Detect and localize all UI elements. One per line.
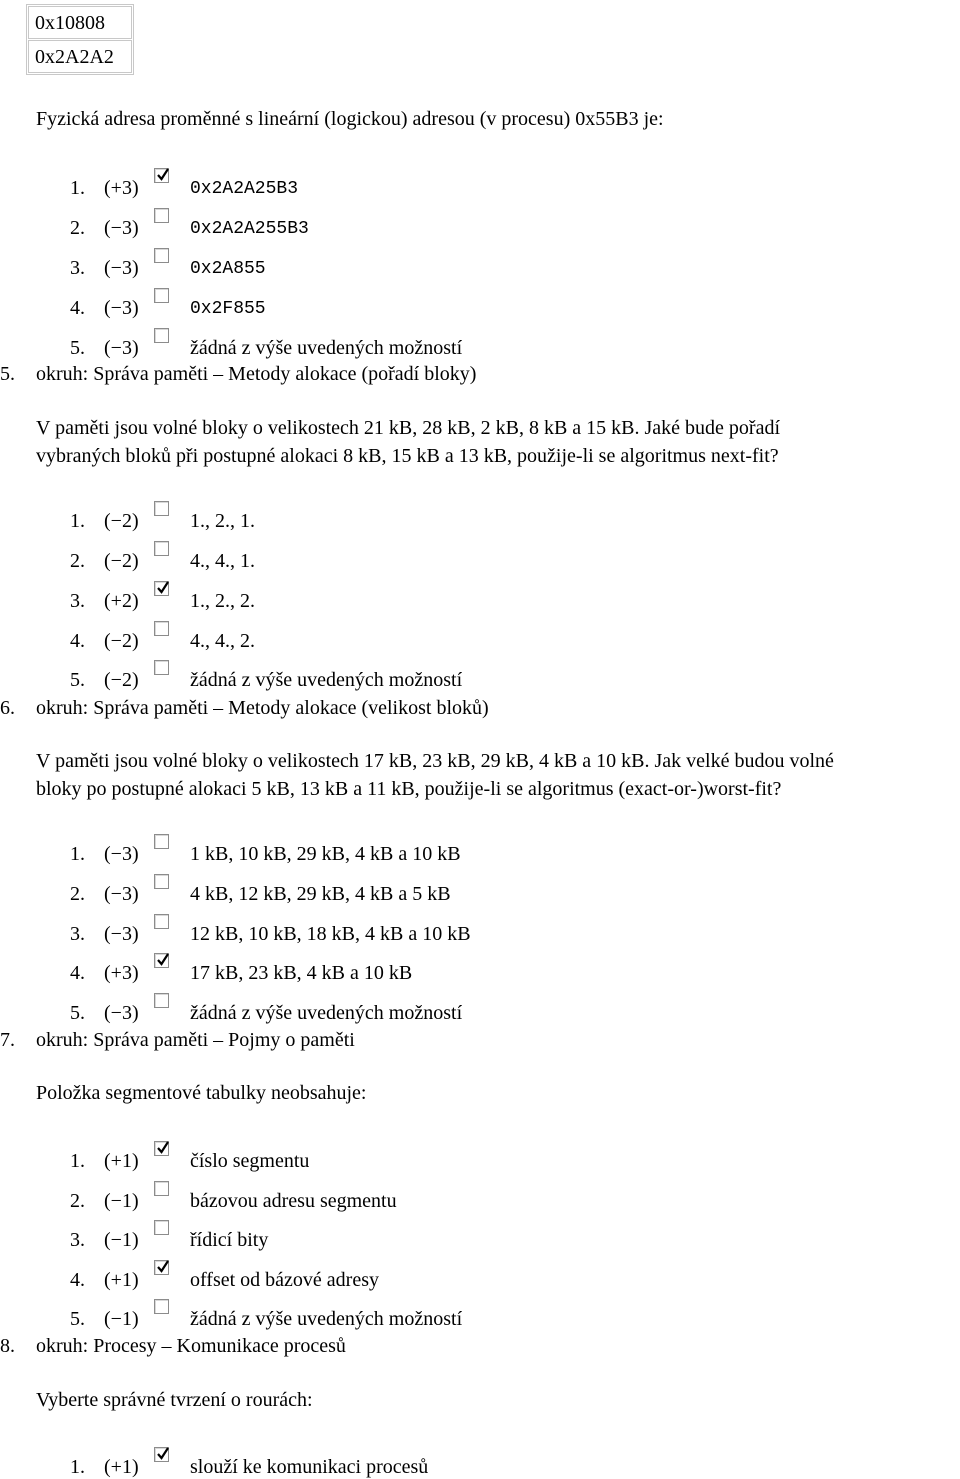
answer-text: slouží ke komunikaci procesů xyxy=(190,1456,429,1478)
q8-number: 8. xyxy=(0,1335,15,1357)
answer-score: (−3) xyxy=(104,257,139,279)
checkbox[interactable] xyxy=(154,541,169,556)
checkbox[interactable] xyxy=(154,993,169,1008)
answer-text: řídicí bity xyxy=(190,1229,269,1251)
q6-number: 6. xyxy=(0,697,15,719)
checkbox[interactable] xyxy=(154,1181,169,1196)
q6-topic: okruh: Správa paměti – Metody alokace (velikost bloků) xyxy=(36,697,489,719)
checkbox-checked[interactable] xyxy=(154,1447,169,1462)
checkbox[interactable] xyxy=(154,834,169,849)
q5-topic: okruh: Správa paměti – Metody alokace (pořadí bloky) xyxy=(36,363,477,385)
answer-text: bázovou adresu segmentu xyxy=(190,1190,397,1212)
answer-text: 0x2A855 xyxy=(190,259,266,279)
answer-number: 3. xyxy=(70,590,85,612)
q5-number: 5. xyxy=(0,363,15,385)
q7-number: 7. xyxy=(0,1029,15,1051)
address-table-row-2: 0x2A2A2 xyxy=(28,40,132,73)
answer-number: 3. xyxy=(70,923,85,945)
checkbox[interactable] xyxy=(154,288,169,303)
checkbox[interactable] xyxy=(154,874,169,889)
answer-number: 2. xyxy=(70,883,85,905)
checkbox-checked[interactable] xyxy=(154,581,169,596)
checkbox[interactable] xyxy=(154,914,169,929)
answer-number: 1. xyxy=(70,1150,85,1172)
answer-score: (−3) xyxy=(104,883,139,905)
q5-question-line-2: vybraných bloků při postupné alokaci 8 kB, 15 kB a 13 kB, použije-li se algoritmus next-fit? xyxy=(36,445,779,467)
answer-text: 0x2A2A25B3 xyxy=(190,179,299,199)
answer-score: (−2) xyxy=(104,669,139,691)
answer-number: 4. xyxy=(70,962,85,984)
q5-question-line-1: V paměti jsou volné bloky o velikostech 21 kB, 28 kB, 2 kB, 8 kB a 15 kB. Jaké bude pořadí xyxy=(36,417,781,439)
answer-number: 3. xyxy=(70,1229,85,1251)
checkbox[interactable] xyxy=(154,501,169,516)
answer-text: 0x2F855 xyxy=(190,299,266,319)
address-table-row-1: 0x10808 xyxy=(28,6,132,39)
answer-text: číslo segmentu xyxy=(190,1150,310,1172)
checkmark-icon xyxy=(155,1446,171,1462)
answer-score: (+3) xyxy=(104,177,139,199)
answer-score: (−1) xyxy=(104,1229,139,1251)
answer-text: žádná z výše uvedených možností xyxy=(190,337,463,359)
answer-text: žádná z výše uvedených možností xyxy=(190,1002,463,1024)
answer-score: (−1) xyxy=(104,1308,139,1330)
answer-score: (+1) xyxy=(104,1456,139,1478)
q6-question-line-2: bloky po postupné alokaci 5 kB, 13 kB a 11 kB, použije-li se algoritmus (exact-or-)worst-fit? xyxy=(36,778,782,800)
checkbox[interactable] xyxy=(154,208,169,223)
q7-topic: okruh: Správa paměti – Pojmy o paměti xyxy=(36,1029,355,1051)
checkbox[interactable] xyxy=(154,248,169,263)
answer-number: 1. xyxy=(70,510,85,532)
answer-number: 5. xyxy=(70,669,85,691)
answer-number: 2. xyxy=(70,550,85,572)
checkbox-checked[interactable] xyxy=(154,1260,169,1275)
answer-score: (−3) xyxy=(104,843,139,865)
q7-question: Položka segmentové tabulky neobsahuje: xyxy=(36,1082,367,1104)
answer-text: 1 kB, 10 kB, 29 kB, 4 kB a 10 kB xyxy=(190,843,461,865)
q8-topic: okruh: Procesy – Komunikace procesů xyxy=(36,1335,346,1357)
answer-number: 2. xyxy=(70,1190,85,1212)
answer-score: (+2) xyxy=(104,590,139,612)
checkbox-checked[interactable] xyxy=(154,953,169,968)
checkmark-icon xyxy=(155,580,171,596)
answer-score: (−3) xyxy=(104,1002,139,1024)
answer-text: 4., 4., 2. xyxy=(190,630,255,652)
answer-number: 1. xyxy=(70,843,85,865)
checkbox[interactable] xyxy=(154,1299,169,1314)
answer-text: 12 kB, 10 kB, 18 kB, 4 kB a 10 kB xyxy=(190,923,471,945)
checkmark-icon xyxy=(155,952,171,968)
q8-question: Vyberte správné tvrzení o rourách: xyxy=(36,1389,313,1411)
answer-score: (−3) xyxy=(104,337,139,359)
answer-number: 4. xyxy=(70,1269,85,1291)
answer-text: offset od bázové adresy xyxy=(190,1269,380,1291)
answer-score: (−2) xyxy=(104,550,139,572)
answer-number: 3. xyxy=(70,257,85,279)
answer-number: 5. xyxy=(70,337,85,359)
answer-text: žádná z výše uvedených možností xyxy=(190,669,463,691)
answer-number: 5. xyxy=(70,1308,85,1330)
q4-question: Fyzická adresa proměnné s lineární (logickou) adresou (v procesu) 0x55B3 je: xyxy=(36,108,664,130)
answer-score: (−1) xyxy=(104,1190,139,1212)
checkbox-checked[interactable] xyxy=(154,168,169,183)
answer-score: (+1) xyxy=(104,1269,139,1291)
answer-number: 1. xyxy=(70,1456,85,1478)
answer-text: 0x2A2A255B3 xyxy=(190,219,309,239)
checkbox[interactable] xyxy=(154,660,169,675)
answer-number: 4. xyxy=(70,630,85,652)
checkmark-icon xyxy=(155,1259,171,1275)
answer-score: (−2) xyxy=(104,510,139,532)
address-table xyxy=(26,4,134,75)
checkbox[interactable] xyxy=(154,328,169,343)
answer-score: (−2) xyxy=(104,630,139,652)
answer-number: 1. xyxy=(70,177,85,199)
answer-text: 4 kB, 12 kB, 29 kB, 4 kB a 5 kB xyxy=(190,883,451,905)
answer-number: 4. xyxy=(70,297,85,319)
answer-text: 1., 2., 2. xyxy=(190,590,255,612)
checkbox[interactable] xyxy=(154,1220,169,1235)
answer-text: žádná z výše uvedených možností xyxy=(190,1308,463,1330)
answer-text: 17 kB, 23 kB, 4 kB a 10 kB xyxy=(190,962,413,984)
answer-score: (−3) xyxy=(104,923,139,945)
checkmark-icon xyxy=(155,167,171,183)
checkmark-icon xyxy=(155,1140,171,1156)
answer-text: 4., 4., 1. xyxy=(190,550,255,572)
answer-number: 5. xyxy=(70,1002,85,1024)
answer-number: 2. xyxy=(70,217,85,239)
answer-score: (+1) xyxy=(104,1150,139,1172)
answer-score: (+3) xyxy=(104,962,139,984)
answer-score: (−3) xyxy=(104,297,139,319)
checkbox[interactable] xyxy=(154,621,169,636)
q6-question-line-1: V paměti jsou volné bloky o velikostech 17 kB, 23 kB, 29 kB, 4 kB a 10 kB. Jak velké budou volné xyxy=(36,750,834,772)
checkbox-checked[interactable] xyxy=(154,1141,169,1156)
answer-score: (−3) xyxy=(104,217,139,239)
answer-text: 1., 2., 1. xyxy=(190,510,255,532)
